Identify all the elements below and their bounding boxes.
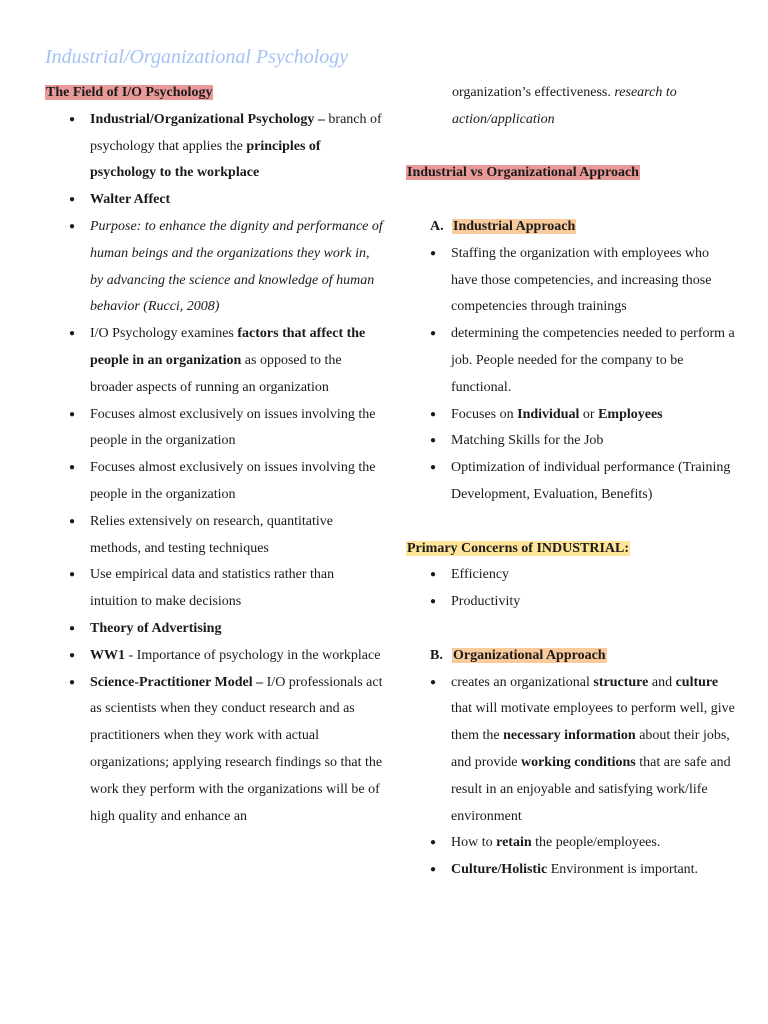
list-item-text: Efficiency [451,567,510,583]
continuation-plain: organization’s effectiveness. [452,85,615,100]
section-heading-approach [406,160,736,187]
bullet-icon: ● [69,194,76,206]
subsection-title: Industrial Approach [453,218,576,234]
list-item-text: Use empirical data and statistics rather than intuition to make decisions [90,567,335,610]
bullet-icon: ● [430,596,437,608]
approach-heading: Industrial vs Organizational Approach [407,165,639,181]
list-item-bold: factors that affect the people in an organization [90,326,366,368]
bullet-icon: ● [430,328,437,340]
list-item-bold: culture [675,674,719,690]
section-heading-concerns [406,536,736,563]
bullet-icon: ● [69,622,76,634]
list-item [406,321,736,401]
document-title: Industrial/Organizational Psychology [45,46,349,68]
list-item-bold: necessary information [503,728,636,744]
list-item-text: Focuses almost exclusively on issues involving the people in the organization [90,460,376,502]
bullet-icon: ● [430,864,437,876]
list-item [45,187,385,214]
bullet-icon: ● [69,676,76,688]
list-item [406,589,736,616]
list-item [45,509,385,563]
list-item-text: or [579,406,599,422]
spacer [406,134,736,161]
bullet-icon: ● [69,462,76,474]
list-item [406,402,736,429]
list-item-bold: Employees [598,406,663,422]
subsection-letter: B. [430,647,443,663]
list-item-text: Optimization of individual performance (Training Development, Evaluation, Benefits) [451,460,731,502]
subsection-title: Organizational Approach [453,647,606,663]
list-item-text: Staffing the organization with employees who have those competencies, and increasing those competencies through trainings [451,245,712,315]
list-item-bold: Science-Practitioner Model – [90,674,264,690]
list-item [45,321,385,401]
spacer [406,616,736,643]
list-item [406,562,736,589]
list-item-italic: Purpose: to enhance the dignity and performance of human beings and the organizations they work in, by advancing the science and knowledge of human behavior (Rucci, 2008) [90,218,383,315]
list-item [45,402,385,456]
bullet-icon: ● [430,676,437,688]
bullet-icon: ● [430,247,437,259]
list-item [406,857,736,884]
list-item-bold: Individual [517,406,580,422]
organizational-list [406,670,736,884]
bullet-icon: ● [430,569,437,581]
list-item [45,643,385,670]
list-item-text: Focuses almost exclusively on issues involving the people in the organization [90,406,376,449]
list-item [406,670,736,831]
list-item-text: Productivity [451,594,521,610]
list-item-bold: principles of psychology to the workplace [90,138,321,181]
subsection-b-heading [406,643,736,670]
list-item-text: creates an organizational [451,674,594,690]
list-item-text: branch of psychology that applies the [90,111,382,154]
bullet-icon: ● [69,408,76,420]
subsection-a-heading [406,214,736,241]
list-item-bold: WW1 [90,647,125,663]
list-item-text: I/O professionals act as scientists when they conduct research and as practitioners when they work with actual organizations; applying research findings so that the work they perform with the organizations will be of high quality and enhance an [90,674,383,824]
list-item-bold: Industrial/Organizational Psychology – [90,111,325,127]
list-item [45,616,385,643]
continuation-text [406,80,736,134]
list-item-text: that are safe and result in an enjoyable and satisfying work/life environment [451,754,731,824]
list-item [45,214,385,321]
continuation-italic: research to action/application [452,85,677,127]
list-item-bold: working conditions [520,754,636,770]
list-item [406,428,736,455]
list-item-text: - Importance of psychology in the workplace [125,647,381,663]
spacer [406,187,736,214]
field-heading: The Field of I/O Psychology [46,85,213,100]
section-heading-field [45,80,385,107]
list-item-text: I/O Psychology examines [90,326,238,342]
bullet-icon: ● [430,435,437,447]
list-item-bold: retain [496,835,532,851]
list-item [45,455,385,509]
list-item-bold: structure [593,674,649,690]
list-item [406,830,736,857]
list-item-text: about their jobs, and provide [451,728,730,770]
bullet-icon: ● [430,462,437,474]
list-item [406,241,736,321]
list-item-text: Relies extensively on research, quantitative methods, and testing techniques [90,513,333,556]
list-item-bold: Theory of Advertising [90,620,222,636]
list-item [45,562,385,616]
bullet-icon: ● [69,515,76,527]
list-item-bold: Culture/Holistic [451,862,548,878]
bullet-icon: ● [430,408,437,420]
list-item-text: Focuses on [451,406,518,422]
bullet-icon: ● [69,649,76,661]
list-item-text: How to [451,835,497,851]
list-item-text: Environment is important. [547,862,699,878]
bullet-icon: ● [430,837,437,849]
list-item-text: the people/employees. [531,835,661,851]
bullet-icon: ● [69,328,76,340]
bullet-icon: ● [69,220,76,232]
subsection-letter: A. [430,218,444,234]
bullet-icon: ● [69,569,76,581]
list-item-text: Matching Skills for the Job [451,433,604,449]
left-column [45,80,385,830]
concerns-heading: Primary Concerns of INDUSTRIAL: [407,540,630,556]
field-list [45,107,385,831]
list-item [406,455,736,509]
industrial-list [406,241,736,509]
list-item-text: that will motivate employees to perform well, give them the [451,701,735,744]
bullet-icon: ● [69,113,76,125]
list-item-text: and [648,674,676,690]
list-item [45,670,385,831]
list-item-bold: Walter Affect [90,192,171,208]
list-item-text: as opposed to the broader aspects of running an organization [90,352,342,395]
list-item [45,107,385,187]
right-column [406,80,736,884]
list-item-text: determining the competencies needed to perform a job. People needed for the company to be functional. [451,326,735,395]
concerns-list [406,562,736,616]
spacer [406,509,736,536]
